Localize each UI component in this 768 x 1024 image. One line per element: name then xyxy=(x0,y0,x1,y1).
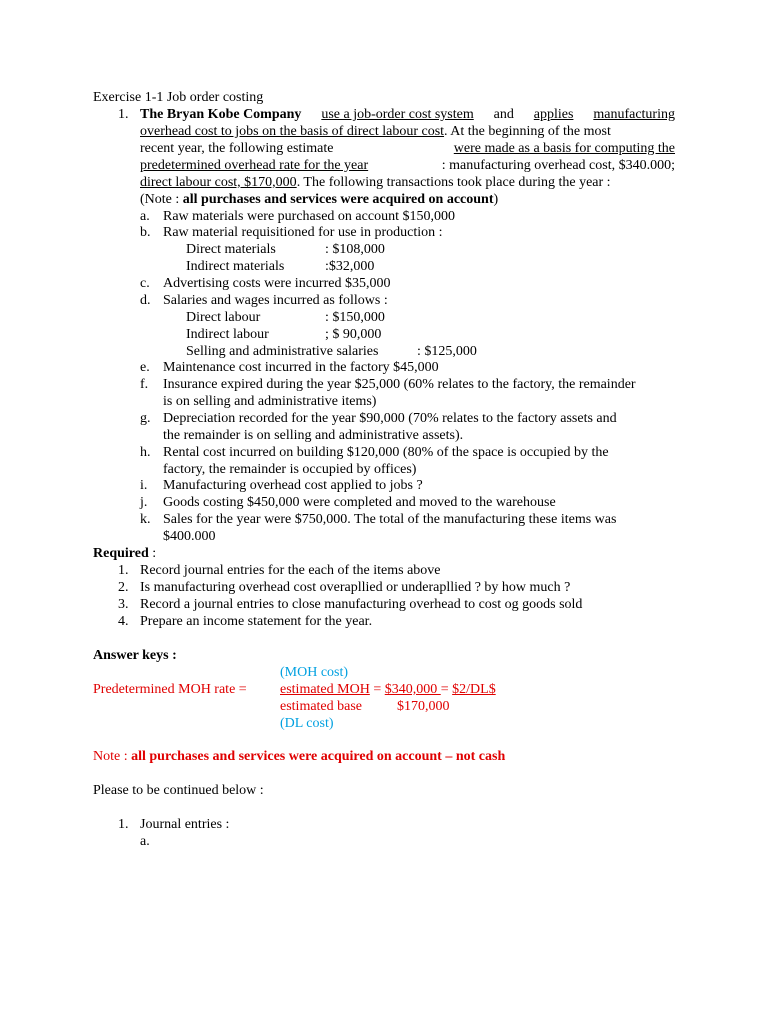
q1-line-1 xyxy=(140,106,675,123)
indirect-labour-label: Indirect labour xyxy=(186,327,269,342)
q1-text: overhead cost to jobs on the basis of direct labour cost xyxy=(140,124,445,139)
required-label: Required xyxy=(93,546,149,561)
item-c-letter: c. xyxy=(140,276,150,291)
direct-materials-value: : $108,000 xyxy=(325,242,385,257)
q1-text: manufacturing xyxy=(593,107,675,122)
q1-line-3 xyxy=(140,140,675,157)
q1-note-bold: all purchases and services were acquired on account xyxy=(182,192,494,207)
q1-line-2 xyxy=(140,123,611,140)
estimated-base: estimated base xyxy=(280,699,363,714)
item-e-text: Maintenance cost incurred in the factory $45,000 xyxy=(163,360,439,375)
journal-number: 1. xyxy=(118,817,129,832)
required-heading xyxy=(93,545,156,562)
q1-text: direct labour cost, $170,000 xyxy=(140,175,297,190)
formula-numerator xyxy=(280,681,496,698)
base-amount: $170,000 xyxy=(397,699,450,714)
item-a-letter: a. xyxy=(140,209,150,224)
q1-text: predetermined overhead rate for the year xyxy=(140,158,369,173)
q1-text: recent year, the following estimate xyxy=(140,141,334,156)
answer-note xyxy=(93,748,505,765)
moh-amount: $340,000 xyxy=(384,682,441,697)
required-number: 3. xyxy=(118,597,129,612)
q1-text: ) xyxy=(493,192,499,207)
q1-text: were made as a basis for computing the xyxy=(453,141,675,156)
indirect-labour-value: ; $ 90,000 xyxy=(325,327,382,342)
item-k-letter: k. xyxy=(140,512,151,527)
item-i-text: Manufacturing overhead cost applied to jobs ? xyxy=(163,478,423,493)
q1-line-6 xyxy=(140,191,498,208)
item-j-text: Goods costing $450,000 were completed and moved to the warehouse xyxy=(163,495,556,510)
direct-labour-label: Direct labour xyxy=(186,310,261,325)
indirect-materials-value: :$32,000 xyxy=(325,259,375,274)
q1-line-5 xyxy=(140,174,611,191)
equals-sign: = xyxy=(369,682,385,697)
moh-cost-label: (MOH cost) xyxy=(280,665,349,680)
journal-item-a: a. xyxy=(140,834,150,849)
required-item: Record journal entries for the each of the items above xyxy=(140,563,441,578)
required-item: Prepare an income statement for the year. xyxy=(140,614,373,629)
q1-text: : manufacturing overhead cost, $340.000; xyxy=(441,158,675,173)
item-g-text-1: Depreciation recorded for the year $90,000 (70% relates to the factory assets and xyxy=(163,411,617,426)
required-number: 2. xyxy=(118,580,129,595)
item-d-letter: d. xyxy=(140,293,151,308)
item-c-text: Advertising costs were incurred $35,000 xyxy=(163,276,391,291)
required-item: Record a journal entries to close manufacturing overhead to cost og goods sold xyxy=(140,597,583,612)
required-item: Is manufacturing overhead cost overapllied or underapllied ? by how much ? xyxy=(140,580,571,595)
company-name: The Bryan Kobe Company xyxy=(140,107,302,122)
item-g-text-2: the remainder is on selling and administrative assets). xyxy=(163,428,464,443)
note-bold: all purchases and services were acquired on account – not cash xyxy=(131,749,506,764)
selling-admin-label: Selling and administrative salaries xyxy=(186,344,379,359)
q1-line-4 xyxy=(140,157,675,174)
item-f-text-2: is on selling and administrative items) xyxy=(163,394,377,409)
direct-materials-label: Direct materials xyxy=(186,242,276,257)
dl-cost-label: (DL cost) xyxy=(280,716,334,731)
required-colon: : xyxy=(148,546,157,561)
item-b-text: Raw material requisitioned for use in production : xyxy=(163,225,443,240)
estimated-moh: estimated MOH xyxy=(280,682,370,697)
answer-keys-heading: Answer keys : xyxy=(93,648,177,663)
item-h-text-2: factory, the remainder is occupied by offices) xyxy=(163,462,417,477)
item-a-text: Raw materials were purchased on account $150,000 xyxy=(163,209,455,224)
indirect-materials-label: Indirect materials xyxy=(186,259,285,274)
selling-admin-value: : $125,000 xyxy=(417,344,477,359)
item-h-letter: h. xyxy=(140,445,151,460)
q1-text: applies xyxy=(533,107,574,122)
q1-number: 1. xyxy=(118,107,129,122)
item-f-text-1: Insurance expired during the year $25,000 (60% relates to the factory, the remainder xyxy=(163,377,636,392)
equals-sign: = xyxy=(440,682,453,697)
required-number: 1. xyxy=(118,563,129,578)
item-d-text: Salaries and wages incurred as follows : xyxy=(163,293,388,308)
continued-text: Please to be continued below : xyxy=(93,783,264,798)
item-k-text-1: Sales for the year were $750,000. The total of the manufacturing these items was xyxy=(163,512,617,527)
item-i-letter: i. xyxy=(140,478,148,493)
item-e-letter: e. xyxy=(140,360,150,375)
direct-labour-value: : $150,000 xyxy=(325,310,385,325)
journal-entries-label: Journal entries : xyxy=(140,817,230,832)
q1-text: . At the beginning of the most xyxy=(444,124,611,139)
item-k-text-2: $400.000 xyxy=(163,529,216,544)
item-j-letter: j. xyxy=(140,495,148,510)
q1-text: . The following transactions took place during the year : xyxy=(296,175,611,190)
predetermined-rate-label: Predetermined MOH rate = xyxy=(93,682,247,697)
item-b-letter: b. xyxy=(140,225,151,240)
q1-text: (Note : xyxy=(140,192,183,207)
q1-text: and xyxy=(493,107,514,122)
exercise-title: Exercise 1-1 Job order costing xyxy=(93,90,264,105)
q1-text: use a job-order cost system xyxy=(321,107,474,122)
note-prefix: Note : xyxy=(93,749,132,764)
item-g-letter: g. xyxy=(140,411,151,426)
required-number: 4. xyxy=(118,614,129,629)
rate-result: $2/DL$ xyxy=(452,682,496,697)
item-h-text-1: Rental cost incurred on building $120,000 (80% of the space is occupied by the xyxy=(163,445,609,460)
item-f-letter: f. xyxy=(140,377,149,392)
